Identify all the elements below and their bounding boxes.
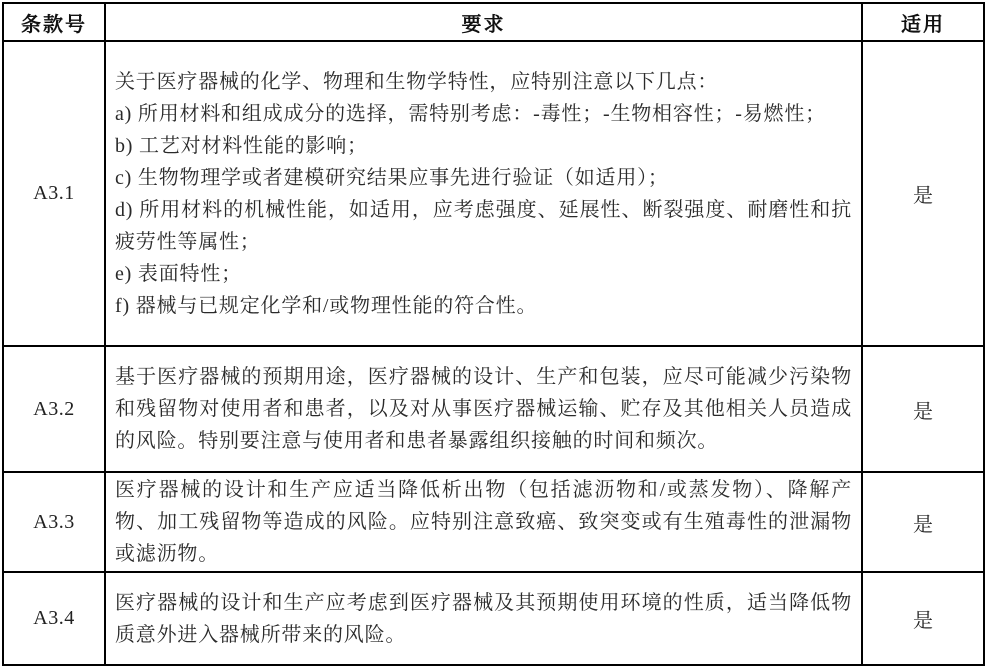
- table-row-a3-2: [3, 346, 984, 472]
- table-row-a3-4: [3, 572, 984, 665]
- header-clause-number: 条款号: [3, 3, 105, 41]
- applicable-value: 是: [862, 572, 984, 665]
- applicable-value: 是: [862, 346, 984, 472]
- requirement-cell: [105, 572, 862, 665]
- requirement-intro: 关于医疗器械的化学、物理和生物学特性，应特别注意以下几点：: [115, 70, 719, 93]
- clause-id: A3.4: [3, 572, 105, 665]
- requirement-cell: [105, 346, 862, 472]
- header-applicable: 适用: [862, 3, 984, 41]
- applicable-value: 是: [862, 41, 984, 346]
- requirement-item-f: f) 器械与已规定化学和/或物理性能的符合性。: [115, 294, 538, 317]
- header-requirement: 要求: [105, 3, 862, 41]
- clause-id: A3.2: [3, 346, 105, 472]
- requirement-item-e: e) 表面特性；: [115, 262, 242, 285]
- requirement-item-d: d) 所用材料的机械性能，如适用，应考虑强度、延展性、断裂强度、耐磨性和抗疲劳性等属性；: [115, 198, 852, 253]
- requirement-text: 医疗器械的设计和生产应适当降低析出物（包括滤沥物和/或蒸发物）、降解产物、加工残留物等造成的风险。应特别注意致癌、致突变或有生殖毒性的泄漏物或滤沥物。: [115, 479, 852, 565]
- table-row-a3-1: [3, 41, 984, 346]
- clause-id: A3.3: [3, 472, 105, 572]
- clause-id: A3.1: [3, 41, 105, 346]
- requirement-cell: [105, 472, 862, 572]
- applicable-value: 是: [862, 472, 984, 572]
- requirement-cell: [105, 41, 862, 346]
- header-row: [3, 3, 984, 41]
- requirement-item-a: a) 所用材料和组成成分的选择，需特别考虑：-毒性；-生物相容性；-易燃性；: [115, 102, 826, 125]
- requirements-table: [2, 2, 985, 666]
- requirement-item-b: b) 工艺对材料性能的影响；: [115, 134, 368, 157]
- requirement-item-c: c) 生物物理学或者建模研究结果应事先进行验证（如适用）；: [115, 166, 669, 189]
- table-row-a3-3: [3, 472, 984, 572]
- requirement-text: 医疗器械的设计和生产应考虑到医疗器械及其预期使用环境的性质，适当降低物质意外进入器械所带来的风险。: [115, 591, 852, 646]
- requirement-text: 基于医疗器械的预期用途，医疗器械的设计、生产和包装，应尽可能减少污染物和残留物对使用者和患者，以及对从事医疗器械运输、贮存及其他相关人员造成的风险。特别要注意与使用者和患者暴露组织接触的时间和频次。: [115, 366, 852, 452]
